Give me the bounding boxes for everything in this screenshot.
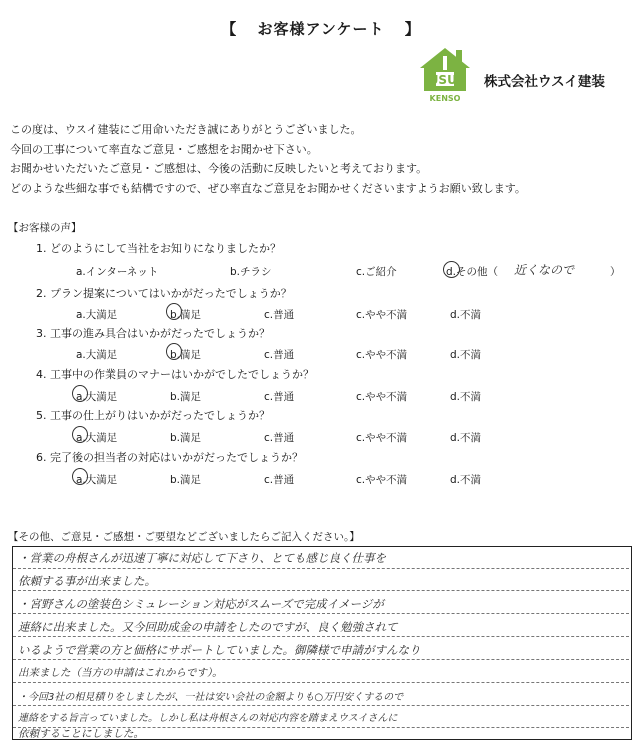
answer-circle: [72, 385, 88, 402]
ruled-line: [13, 636, 629, 637]
comment-line: ・営業の舟根さんが迅速丁寧に対応して下さり、とても感じ良く仕事を: [18, 551, 386, 565]
question-text: 工事の進み具合はいかがだったでしょうか？: [50, 327, 270, 340]
comment-line: 連絡に出来ました。又今回助成金の申請をしたのですが、良く勉強されて: [18, 620, 398, 634]
option-a: a.大満足: [76, 309, 118, 321]
option-b: b.満足: [170, 349, 202, 361]
option-c: c.普通: [264, 391, 295, 403]
ruled-line: [13, 659, 629, 660]
answer-circle: [166, 303, 182, 320]
question-text: 完了後の担当者の対応はいかがだったでしょうか？: [50, 451, 303, 464]
ruled-line: [13, 590, 629, 591]
option-c2: c.やや不満: [356, 309, 408, 321]
option-c2: c.やや不満: [356, 432, 408, 444]
option-b: b.満足: [170, 391, 202, 403]
option-a: a.大満足: [76, 474, 118, 486]
question-text: 工事の仕上がりはいかがだったでしょうか？: [50, 409, 270, 422]
option-d: d.不満: [450, 309, 482, 321]
page-title: [0, 18, 642, 39]
company-logo: [416, 44, 474, 104]
option-c: c.普通: [264, 309, 295, 321]
answer-note: 近くなので: [514, 263, 575, 277]
answer-circle: [166, 343, 182, 360]
option-d: d.不満: [450, 349, 482, 361]
answer-circle: [72, 426, 88, 443]
option-d: d.不満: [450, 391, 482, 403]
option-c: c.普通: [264, 474, 295, 486]
option-a: a.大満足: [76, 391, 118, 403]
option-b: b.満足: [170, 474, 202, 486]
option-d: d.不満: [450, 474, 482, 486]
intro-line: 今回の工事について率直なご意見・ご感想をお聞かせ下さい。: [10, 143, 318, 156]
option-c2: c.やや不満: [356, 391, 408, 403]
question-5: [36, 407, 270, 423]
title-bracket-close: 】: [404, 20, 421, 38]
question-text: 工事中の作業員のマナーはいかがでしたでしょうか？: [50, 368, 314, 381]
voice-section-label: 【お客様の声】: [8, 222, 82, 234]
house-icon: [416, 44, 474, 104]
comment-line: ・宮野さんの塗装色シミュレーション対応がスムーズで完成イメージが: [18, 597, 384, 611]
title-text: お客様アンケート: [257, 20, 385, 38]
option-a: a.大満足: [76, 432, 118, 444]
comment-line: 依頼する事が出来ました。: [18, 574, 156, 588]
question-text: どのようにして当社をお知りになりましたか？: [50, 242, 281, 255]
option-c: c.ご紹介: [356, 266, 397, 278]
question-3: [36, 325, 270, 341]
intro-line: この度は、ウスイ建装にご用命いただき誠にありがとうございました。: [10, 123, 362, 136]
intro-line: どのような些細な事でも結構ですので、ぜひ率直なご意見をお聞かせくださいますようお願い致します。: [10, 182, 526, 195]
question-text: プラン提案についてはいかがだったでしょうか？: [50, 287, 292, 300]
question-number: 5.: [36, 409, 47, 422]
question-number: 6.: [36, 451, 47, 464]
question-number: 4.: [36, 368, 47, 381]
question-4: [36, 366, 314, 382]
comments-section-label: 【その他、ご意見・ご感想・ご要望などございましたらご記入ください。】: [8, 531, 360, 543]
option-a: a.大満足: [76, 349, 118, 361]
comment-line: ・今回3社の相見積りをしましたが、一社は安い会社の金額よりも○万円安くするので: [18, 692, 404, 703]
option-d: d.不満: [450, 432, 482, 444]
comment-line: いるようで営業の方と価格にサポートしていました。御隣様で申請がすんなり: [18, 643, 421, 657]
question-number: 1.: [36, 242, 47, 255]
option-b: b.満足: [170, 309, 202, 321]
option-d: d.その他（: [446, 266, 499, 278]
option-c: c.普通: [264, 432, 295, 444]
option-c: c.普通: [264, 349, 295, 361]
svg-text:USUI: USUI: [428, 73, 462, 87]
option-c2: c.やや不満: [356, 474, 408, 486]
title-bracket-open: 【: [221, 20, 238, 38]
ruled-line: [13, 682, 629, 683]
comment-line: 依頼することにしました。: [18, 728, 144, 740]
question-6: [36, 449, 303, 465]
comment-line: 出来ました（当方の申請はこれからです）。: [18, 667, 223, 679]
option-b: b.満足: [170, 432, 202, 444]
option-a: a.インターネット: [76, 266, 159, 278]
svg-text:KENSO: KENSO: [429, 94, 461, 103]
question-2: [36, 285, 292, 301]
question-1: [36, 240, 281, 256]
ruled-line: [13, 613, 629, 614]
ruled-line: [13, 705, 629, 706]
question-number: 2.: [36, 287, 47, 300]
question-number: 3.: [36, 327, 47, 340]
option-c2: c.やや不満: [356, 349, 408, 361]
ruled-line: [13, 568, 629, 569]
answer-circle: [72, 468, 88, 485]
answer-circle: [443, 261, 460, 278]
company-name: 株式会社ウスイ建装: [484, 74, 605, 90]
comment-line: 連絡をする旨言っていました。しかし私は舟根さんの対応内容を踏まえウスイさんに: [18, 713, 398, 724]
option-d-close: ）: [610, 266, 621, 278]
option-b: b.チラシ: [230, 266, 272, 278]
intro-line: お聞かせいただいたご意見・ご感想は、今後の活動に反映したいと考えております。: [10, 162, 428, 175]
